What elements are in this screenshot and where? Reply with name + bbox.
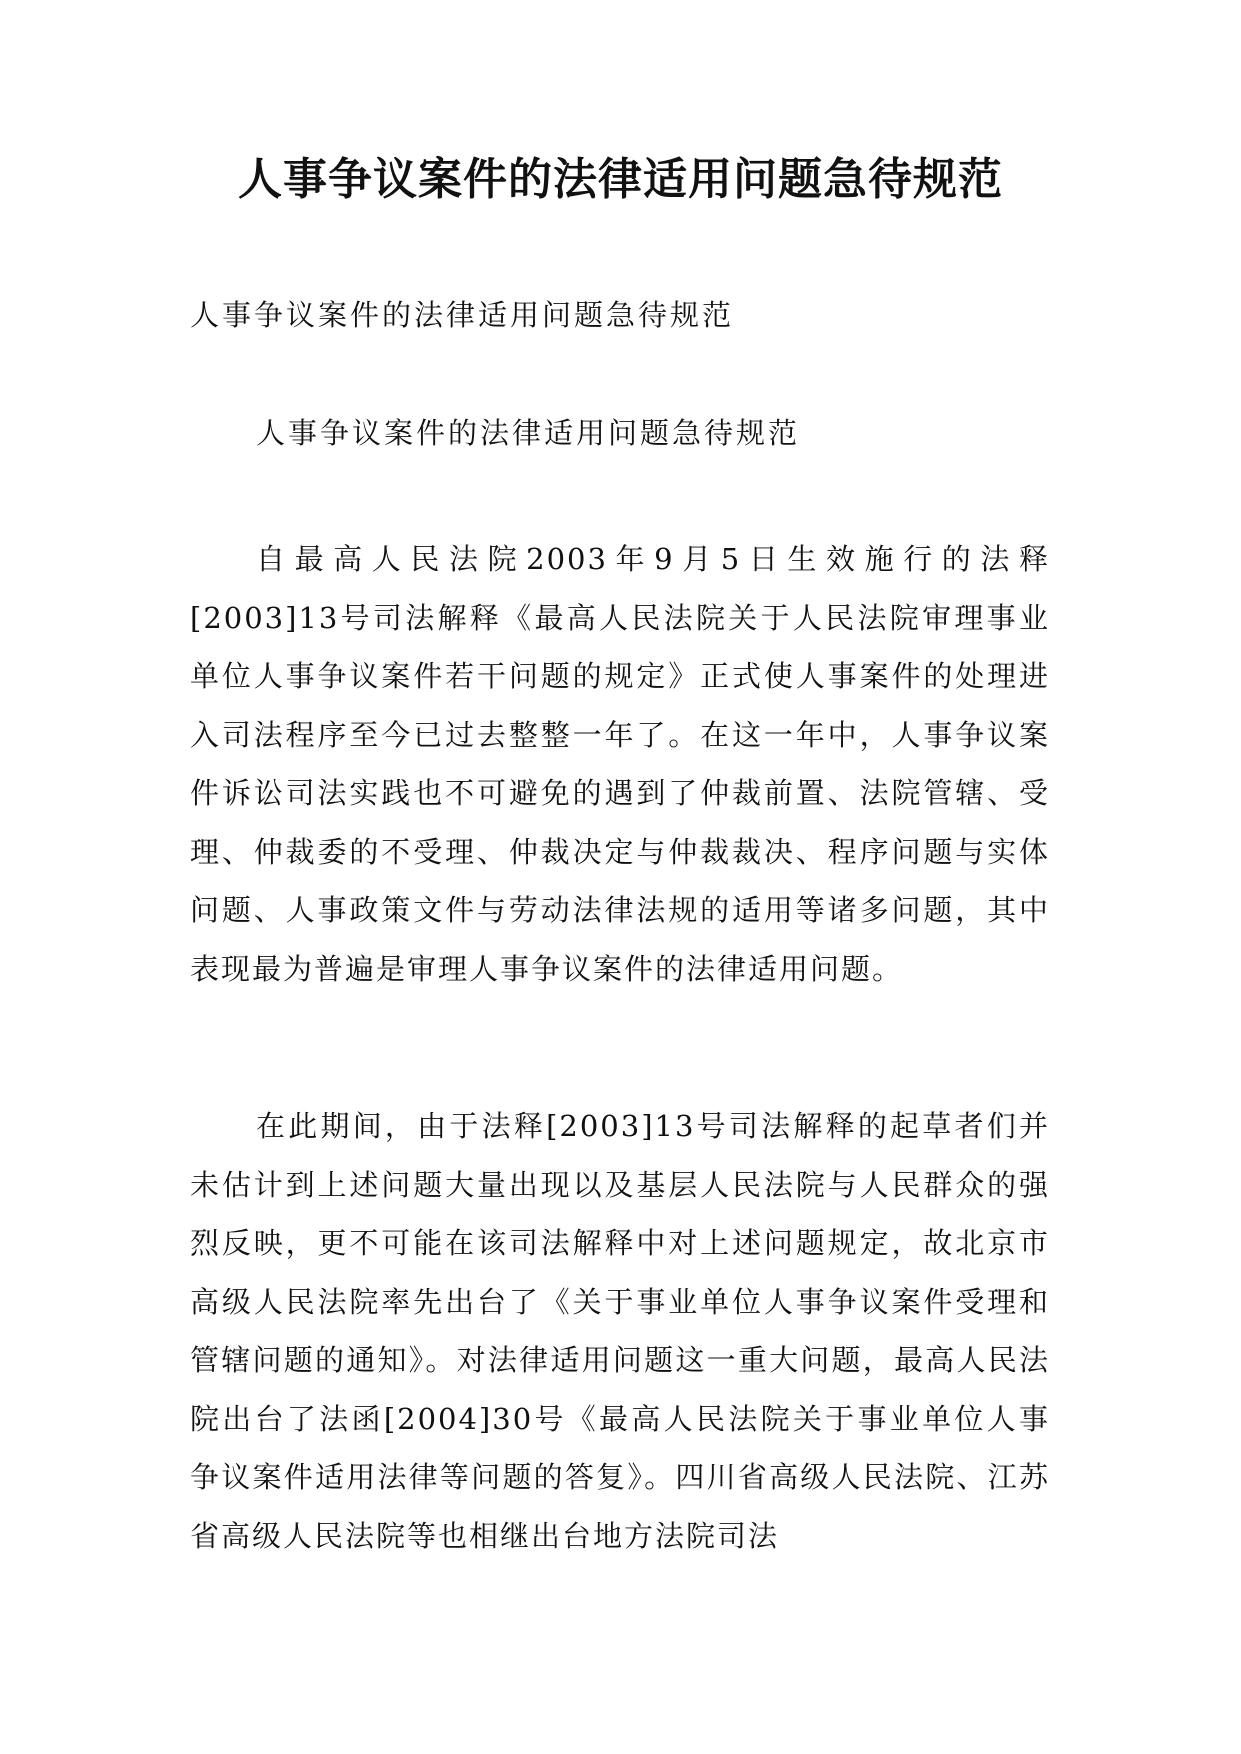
body-paragraph: 在此期间，由于法释[2003]13号司法解释的起草者们并未估计到上述问题大量出现以及基层人民法院与人民群众的强烈反映，更不可能在该司法解释中对上述问题规定，故北京市高级人民法院率先出台了《关于事业单位人事争议案件受理和管辖问题的通知》。对法律适用问题这一重大问题，最高人民法院出台了法函[2004]30号《最高人民法院关于事业单位人事争议案件适用法律等问题的答复》。四川省高级人民法院、江苏省高级人民法院等也相继出台地方法院司法: [190, 1109, 1050, 1553]
body-paragraph: 自最高人民法院2003年9月5日生效施行的法释[2003]13号司法解释《最高人民法院关于人民法院审理事业单位人事争议案件若干问题的规定》正式使人事案件的处理进入司法程序至今已过去整整一年了。在这一年中，人事争议案件诉讼司法实践也不可避免的遇到了仲裁前置、法院管辖、受理、仲裁委的不受理、仲裁决定与仲裁裁决、程序问题与实体问题、人事政策文件与劳动法律法规的适用等诸多问题，其中表现最为普遍是审理人事争议案件的法律适用问题。: [190, 542, 1050, 986]
document-subtitle-indented: 人事争议案件的法律适用问题急待规范: [256, 416, 801, 450]
document-title: 人事争议案件的法律适用问题急待规范: [238, 154, 1003, 205]
document-subtitle: 人事争议案件的法律适用问题急待规范: [190, 298, 735, 332]
